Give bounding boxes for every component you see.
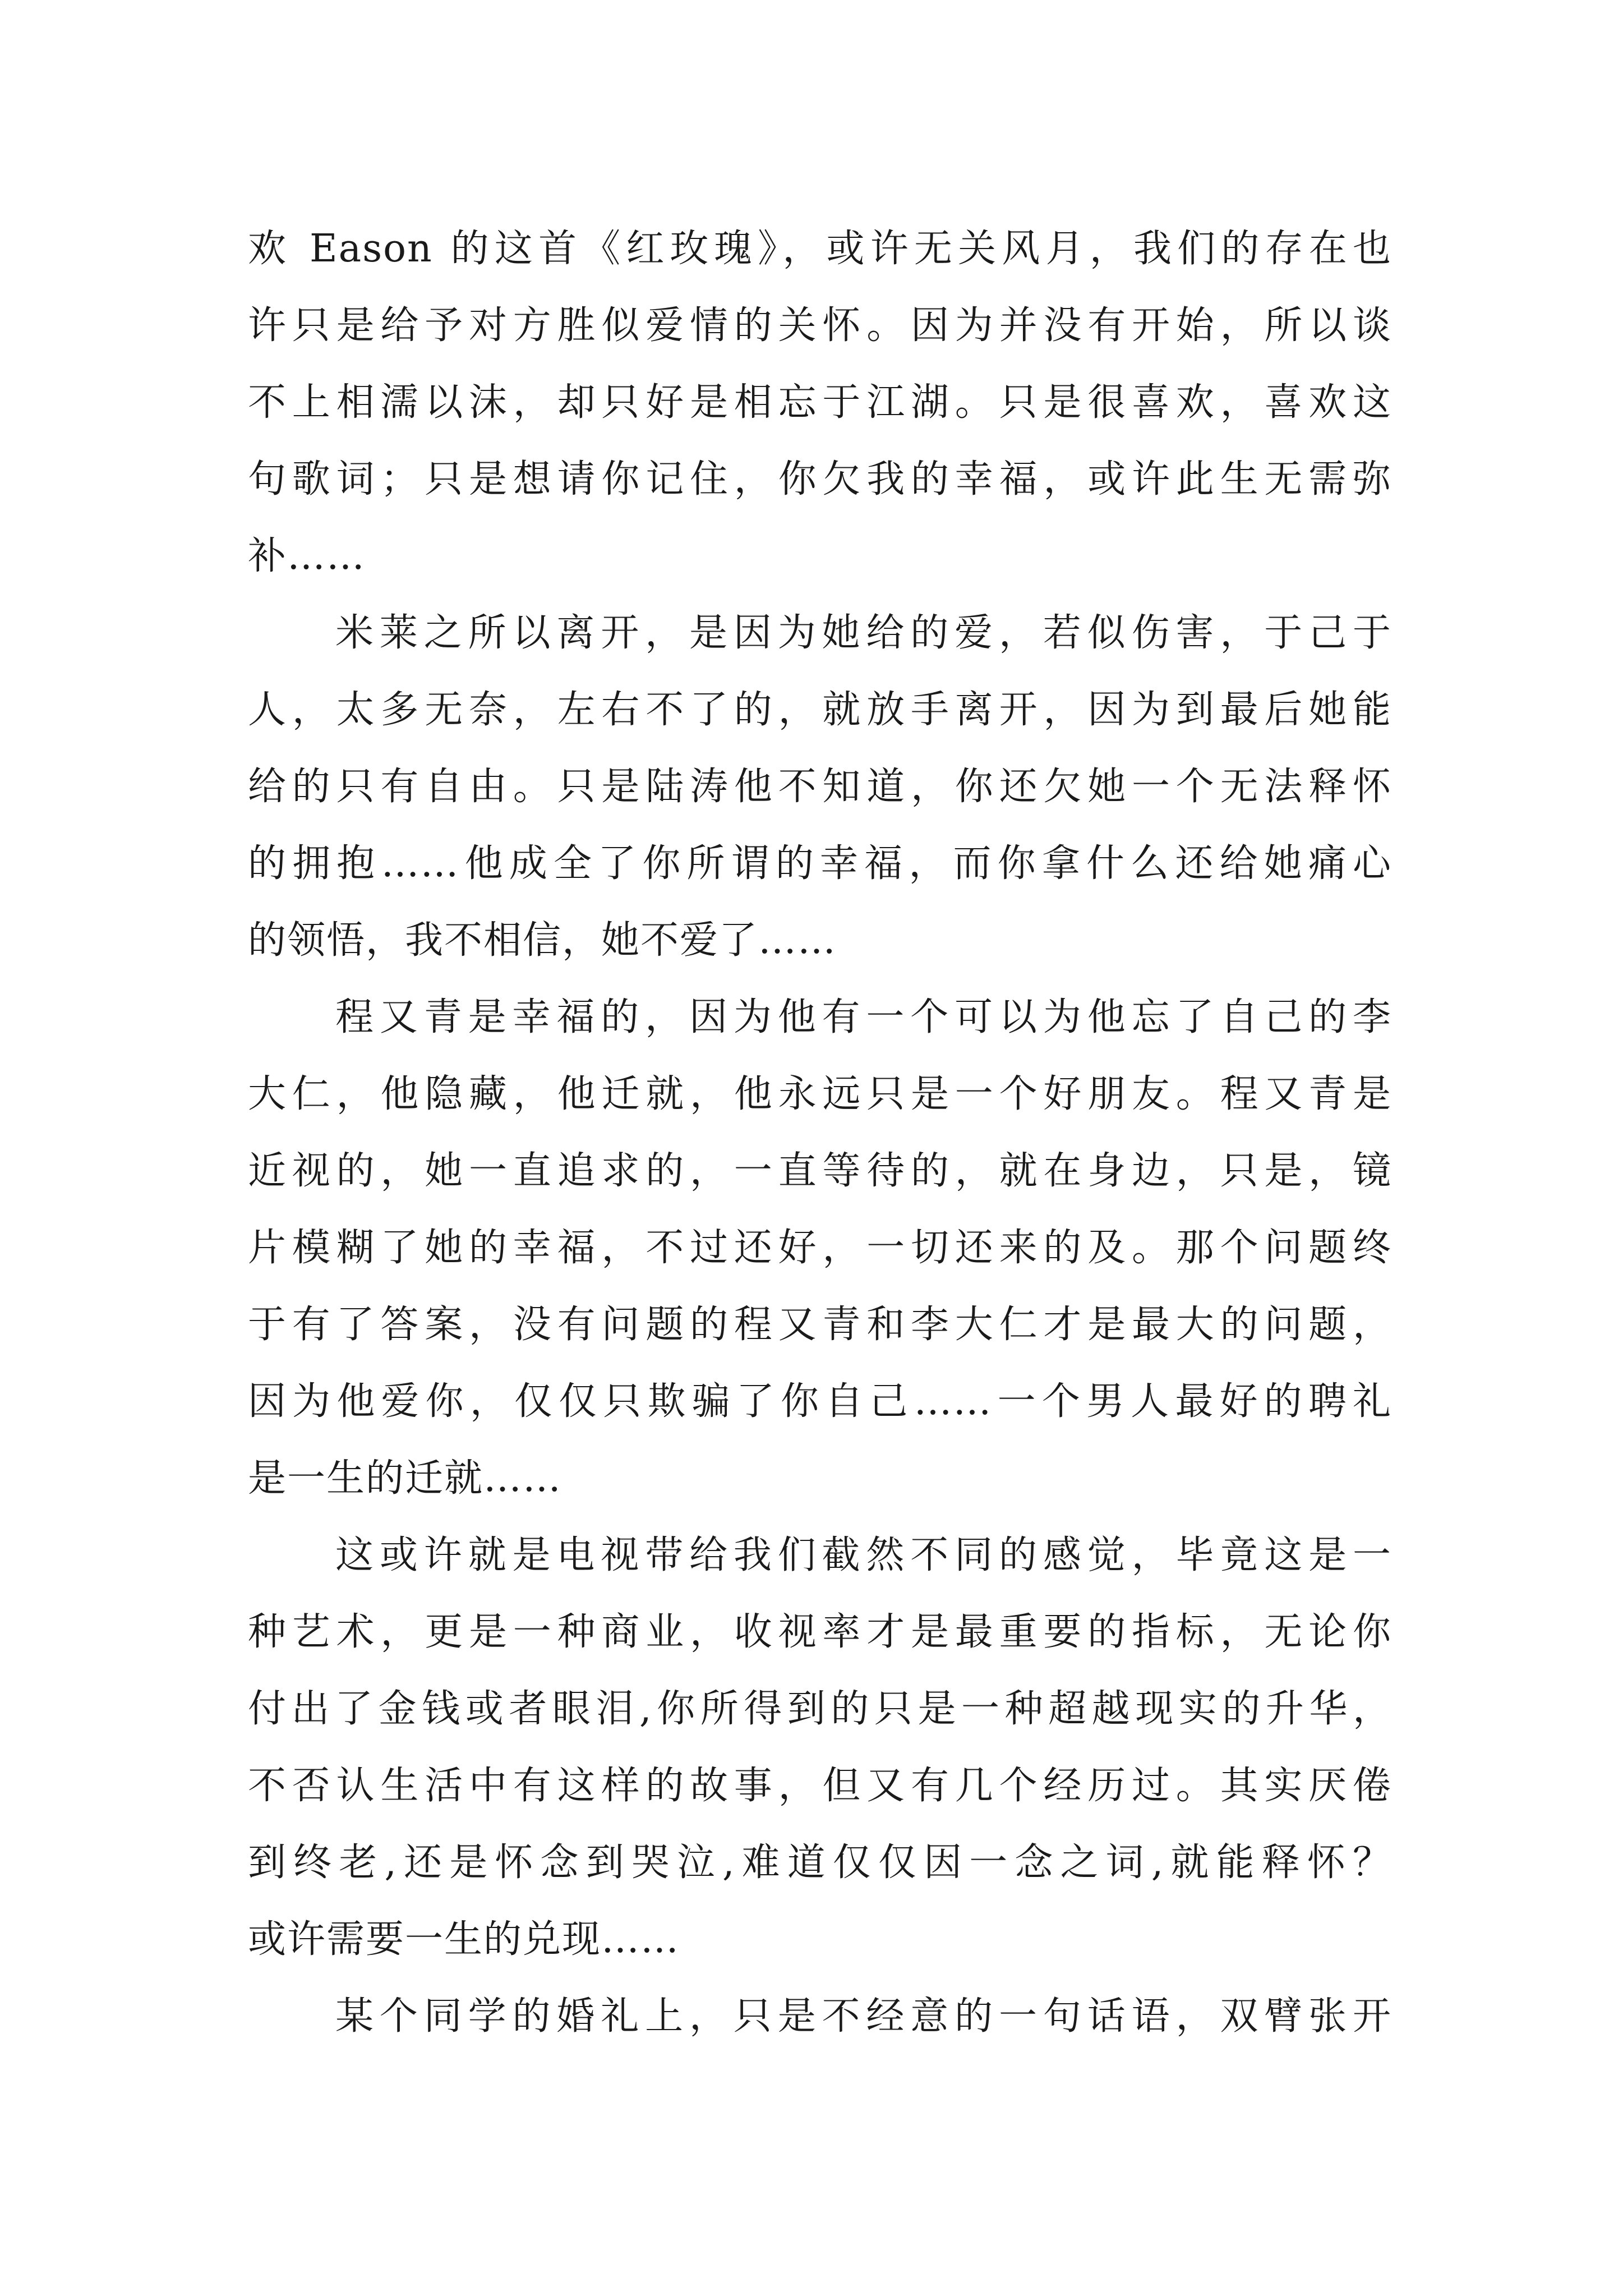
text-line: 片模糊了她的幸福，不过还好，一切还来的及。那个问题终 bbox=[248, 1226, 1392, 1270]
text-line: 付出了金钱或者眼泪,你所得到的只是一种超越现实的升华， bbox=[248, 1687, 1392, 1731]
text-line: 的领悟，我不相信，她不爱了…… bbox=[248, 918, 837, 963]
text-line: 欢 Eason 的这首《红玫瑰》，或许无关风月，我们的存在也 bbox=[248, 227, 1392, 271]
paragraph-first-line: 程又青是幸福的，因为他有一个可以为他忘了自己的李 bbox=[335, 995, 1392, 1039]
text-line: 近视的，她一直追求的，一直等待的，就在身边，只是，镜 bbox=[248, 1149, 1392, 1193]
text-line: 给的只有自由。只是陆涛他不知道，你还欠她一个无法释怀 bbox=[248, 765, 1392, 809]
text-line: 人，太多无奈，左右不了的，就放手离开，因为到最后她能 bbox=[248, 688, 1392, 732]
text-line: 或许需要一生的兑现…… bbox=[248, 1917, 680, 1962]
text-line: 于有了答案，没有问题的程又青和李大仁才是最大的问题， bbox=[248, 1303, 1392, 1347]
text-line: 许只是给予对方胜似爱情的关怀。因为并没有开始，所以谈 bbox=[248, 303, 1392, 348]
text-line: 大仁，他隐藏，他迁就，他永远只是一个好朋友。程又青是 bbox=[248, 1072, 1392, 1116]
paragraph-first-line: 这或许就是电视带给我们截然不同的感觉，毕竟这是一 bbox=[335, 1533, 1392, 1577]
text-line: 不上相濡以沫，却只好是相忘于江湖。只是很喜欢，喜欢这 bbox=[248, 380, 1392, 425]
body-text bbox=[248, 210, 1392, 2055]
text-line: 补…… bbox=[248, 534, 366, 578]
text-line: 句歌词；只是想请你记住，你欠我的幸福，或许此生无需弥 bbox=[248, 457, 1392, 501]
text-line: 不否认生活中有这样的故事，但又有几个经历过。其实厌倦 bbox=[248, 1764, 1392, 1808]
paragraph-first-line: 某个同学的婚礼上，只是不经意的一句话语，双臂张开 bbox=[335, 1994, 1392, 2039]
text-line: 到终老,还是怀念到哭泣,难道仅仅因一念之词,就能释怀？ bbox=[248, 1841, 1392, 1885]
text-line: 的拥抱……他成全了你所谓的幸福，而你拿什么还给她痛心 bbox=[248, 841, 1392, 886]
text-line: 种艺术，更是一种商业，收视率才是最重要的指标，无论你 bbox=[248, 1610, 1392, 1654]
paragraph-first-line: 米莱之所以离开，是因为她给的爱，若似伤害，于己于 bbox=[335, 611, 1392, 655]
text-line: 是一生的迁就…… bbox=[248, 1456, 562, 1501]
text-line: 因为他爱你，仅仅只欺骗了你自己……一个男人最好的聘礼 bbox=[248, 1379, 1392, 1424]
